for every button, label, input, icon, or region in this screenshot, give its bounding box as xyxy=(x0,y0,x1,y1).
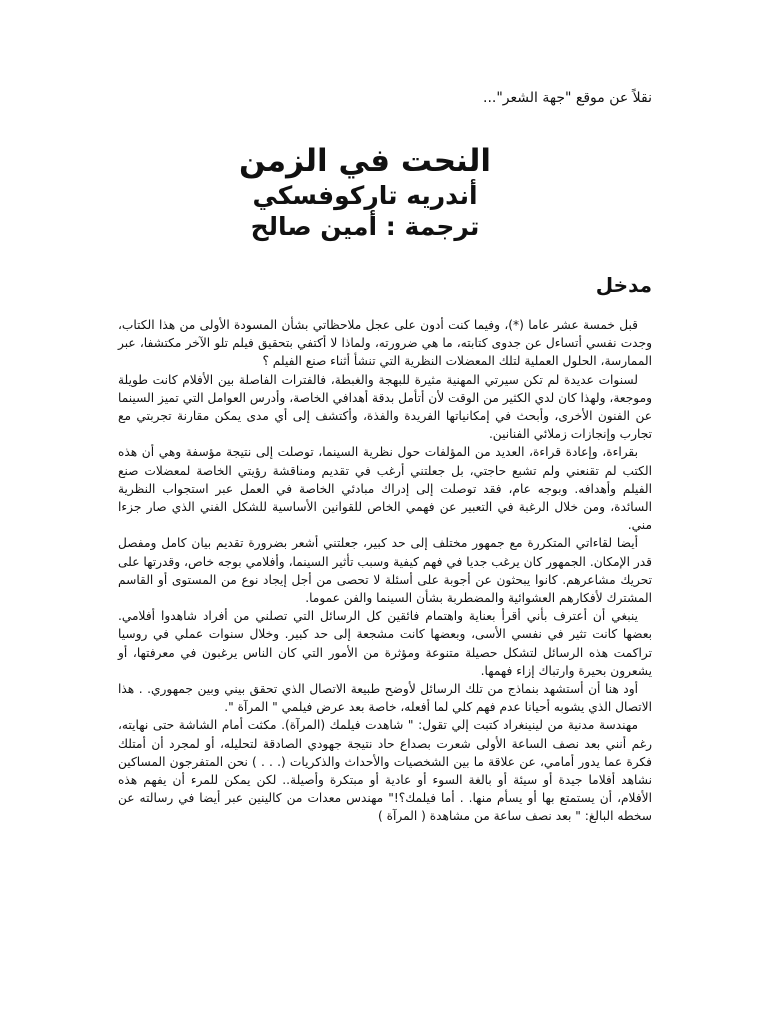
paragraph: قبل خمسة عشر عاما (*)، وفيما كنت أدون على عجل ملاحظاتي بشأن المسودة الأولى من هذا الكتاب، وجدت نفسي أتساءل عن جدوى كتابته، ما هي ضرورته، ولماذا لا أكتفي بتحقيق فيلم تلو الآخر مكتشفا، عبر الممارسة، الحلول العملية لتلك المعضلات النظرية التي تنشأ أثناء صنع الفيلم ؟ xyxy=(118,318,652,369)
title-block xyxy=(118,142,652,242)
source-note: نقلاً عن موقع "جهة الشعر"... xyxy=(483,90,652,106)
author-name: أندريه تاركوفسكي xyxy=(252,181,478,210)
translator-credit: ترجمة : أمين صالح xyxy=(250,212,480,241)
document-page xyxy=(118,0,652,1024)
paragraph: بقراءة، وإعادة قراءة، العديد من المؤلفات حول نظرية السينما، توصلت إلى نتيجة مؤسفة وهي أن هذه الكتب لم تقنعني ولم تشبع حاجتي، بل جعلتني أرغب في تقديم ومناقشة رؤيتي الخاصة لمعضلات صنع الفيلم وأهدافه. وبوجه عام، فقد توصلت إلى إدراك مبادئي الخاصة في العمل عبر استجواب النظرية السائدة، ومن خلال الرغبة في التعبير عن فهمي الخاص للقوانين الأساسية للشكل الفني الذي صار جزءا مني. xyxy=(118,445,652,533)
paragraph: أود هنا أن أستشهد بنماذج من تلك الرسائل لأوضح طبيعة الاتصال الذي تحقق بيني وبين جمهوري. . هذا الاتصال الذي يشوبه أحيانا عدم فهم كلي لما أفعله، خاصة بعد عرض فيلمي " المرآة ". xyxy=(118,682,652,715)
section-heading: مدخل xyxy=(595,273,652,297)
paragraph: أيضا لقاءاتي المتكررة مع جمهور مختلف إلى حد كبير، جعلتني أشعر بضرورة تقديم بيان كامل ومفصل قدر الإمكان. الجمهور كان يرغب جديا في فهم كيفية وسبب تأثير السينما، وأفلامي بوجه خاص، وقدرتها على تحريك مشاعرهم. كانوا يبحثون عن أجوبة على أسئلة لا تحصى من أجل إيجاد نوع من المستوى أو القاسم المشترك لأفكارهم العشوائية والمضطربة بشأن السينما والفن عموما. xyxy=(118,536,652,606)
book-title: النحت في الزمن xyxy=(239,143,491,179)
paragraph: لسنوات عديدة لم تكن سيرتي المهنية مثيرة للبهجة والغبطة، فالفترات الفاصلة بين الأفلام كانت طويلة وموجعة، ولهذا كان لدي الكثير من الوقت لأن أتأمل بدقة أهدافي الخاصة، وأدرس العوامل التي تميز السينما عن الفنون الأخرى، وأبحث في إمكانياتها الفريدة والفذة، وأكتشف إلى أي مدى يمكن مقارنة تجربتي مع تجارب وإنجازات زملائي الفنانين. xyxy=(118,372,652,442)
paragraph: مهندسة مدنية من لينينغراد كتبت إلي تقول: " شاهدت فيلمك (المرآة). مكثت أمام الشاشة حتى نهايته، رغم أنني بعد نصف الساعة الأولى شعرت بصداع حاد نتيجة جهودي الصادقة لتحليله، أو لمجرد أن أمتلك فكرة عما يدور أمامي، عن علاقة ما بين الشخصيات والأحداث والذكريات (. . . ) نحن المتفرجون المساكين نشاهد أفلاما جيدة أو سيئة أو بالغة السوء أو عادية أو مبتكرة وأصيلة.. لكن يمكن للمرء أن يفهم هذه الأفلام، أن يستمتع بها أو يسأم منها. . أما فيلمك؟!" مهندس معدات من كالينين عبر أيضا في رسالته عن سخطه البالغ: " بعد نصف ساعة من مشاهدة ( المرآة ) xyxy=(118,718,652,824)
body-text xyxy=(118,316,652,826)
paragraph: ينبغي أن أعترف بأني أقرأ بعناية واهتمام فائقين كل الرسائل التي تصلني من أفراد شاهدوا أفلامي. بعضها كانت تثير في نفسي الأسى، وبعضها كانت مشجعة إلى حد كبير. وخلال سنوات عملي في روسيا تراكمت هذه الرسائل لتشكل حصيلة متنوعة ومؤثرة من الأمور التي كان الناس يرغبون في معرفتها، أو يشعرون بحيرة وارتباك إزاء فهمها. xyxy=(118,609,652,678)
